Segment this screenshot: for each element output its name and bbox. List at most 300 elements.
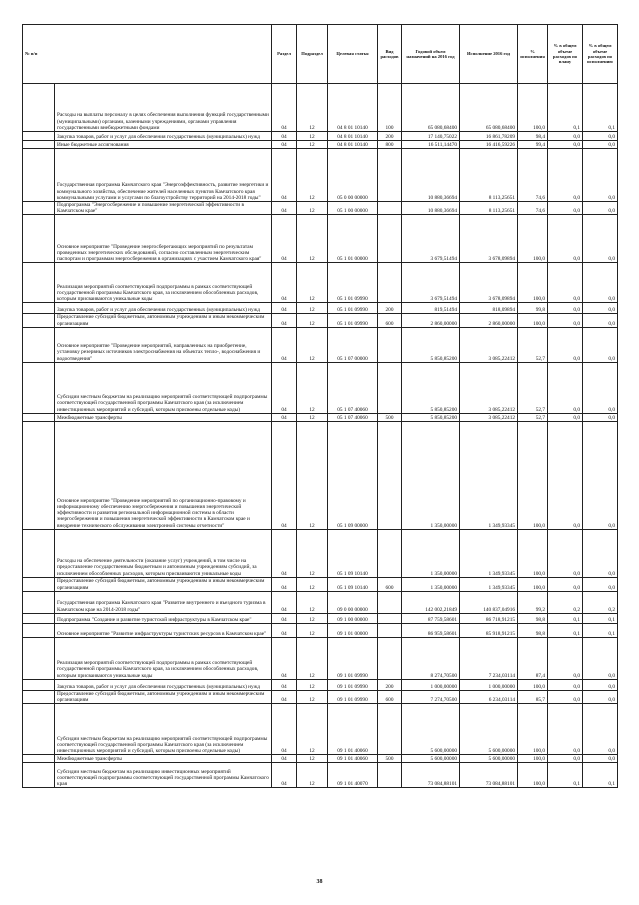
cell-name: Закупка товаров, работ и услуг для обеспечения государственных (муниципальных) нужд [55, 679, 272, 690]
table-row [23, 591, 618, 613]
header-num: № п/п [23, 25, 272, 84]
cell-share-exec: 0,1 [583, 84, 618, 132]
cell-name: Закупка товаров, работ и услуг для обеспечения государственных (муниципальных) нужд [55, 132, 272, 141]
cell-num [23, 577, 55, 591]
cell-executed: 16 861,78209 [460, 132, 518, 141]
cell-target: 05 1 09 00000 [328, 421, 378, 529]
cell-name: Подпрограмма "Создание и развитие туристской инфраструктуры в Камчатском крае" [55, 613, 272, 623]
cell-share-exec: 0,0 [583, 314, 618, 327]
table-row [23, 623, 618, 637]
cell-vid: 600 [378, 577, 402, 591]
cell-share-exec: 0,1 [583, 613, 618, 623]
cell-executed: 3 085,22412 [460, 413, 518, 421]
cell-target: 05 1 07 00000 [328, 327, 378, 362]
cell-percent: 52,7 [518, 413, 548, 421]
cell-podrazdel: 12 [297, 215, 328, 263]
cell-share-exec: 0,0 [583, 529, 618, 577]
cell-razdel: 04 [272, 362, 297, 413]
cell-executed: 16 416,59226 [460, 141, 518, 149]
cell-share-exec: 0,0 [583, 215, 618, 263]
cell-annual: 2 860,00000 [402, 314, 460, 327]
cell-share-plan: 0,0 [548, 202, 583, 215]
cell-vid [378, 623, 402, 637]
table-row [23, 141, 618, 149]
header-razdel: Раздел [272, 25, 297, 84]
cell-executed: 3 085,22412 [460, 362, 518, 413]
cell-annual: 10 880,36694 [402, 149, 460, 202]
cell-percent: 52,7 [518, 362, 548, 413]
cell-share-exec: 0,0 [583, 637, 618, 679]
cell-podrazdel: 12 [297, 263, 328, 303]
cell-vid [378, 421, 402, 529]
cell-podrazdel: 12 [297, 303, 328, 314]
cell-annual: 5 850,85200 [402, 327, 460, 362]
cell-annual: 1 000,00000 [402, 679, 460, 690]
table-row [23, 362, 618, 413]
cell-podrazdel: 12 [297, 141, 328, 149]
cell-annual: 5 850,85200 [402, 362, 460, 413]
cell-razdel: 04 [272, 679, 297, 690]
cell-vid [378, 149, 402, 202]
cell-podrazdel: 12 [297, 421, 328, 529]
cell-share-exec: 0,0 [583, 149, 618, 202]
table-row [23, 303, 618, 314]
cell-name: Субсидии местным бюджетам на реализацию мероприятий соответствующей подпрограммы соответствующей государственной программы Камчатского края (за исключением инвестиционных мероприятий и субсидий, которым присвоены отдельные коды) [55, 704, 272, 755]
cell-percent: 100,0 [518, 314, 548, 327]
cell-podrazdel: 12 [297, 763, 328, 788]
cell-name: Реализация мероприятий соответствующей подпрограммы в рамках соответствующей государственной программы Камчатского края, за исключением обособленных расходов, которым присваиваются уникальные коды [55, 637, 272, 679]
cell-target: 05 1 07 40060 [328, 362, 378, 413]
header-executed: Исполнение 2016 год [460, 25, 518, 84]
cell-vid [378, 763, 402, 788]
cell-share-exec: 0,0 [583, 132, 618, 141]
cell-share-plan: 0,1 [548, 84, 583, 132]
cell-annual: 65 080,68400 [402, 84, 460, 132]
cell-share-exec: 0,0 [583, 690, 618, 703]
cell-share-plan: 0,0 [548, 421, 583, 529]
cell-share-exec: 0,0 [583, 327, 618, 362]
cell-share-plan: 0,0 [548, 327, 583, 362]
cell-executed: 818,09894 [460, 303, 518, 314]
cell-vid: 200 [378, 679, 402, 690]
cell-annual: 1 350,00000 [402, 577, 460, 591]
cell-target: 05 1 01 09990 [328, 303, 378, 314]
cell-num [23, 303, 55, 314]
cell-share-plan: 0,0 [548, 679, 583, 690]
cell-razdel: 04 [272, 84, 297, 132]
cell-share-plan: 0,0 [548, 314, 583, 327]
cell-name: Реализация мероприятий соответствующей подпрограммы в рамках соответствующей государственной программы Камчатского края, за исключением обособленных расходов, которым присваиваются уникальные коды [55, 263, 272, 303]
cell-name: Закупка товаров, работ и услуг для обеспечения государственных (муниципальных) нужд [55, 303, 272, 314]
cell-vid: 600 [378, 690, 402, 703]
cell-razdel: 04 [272, 215, 297, 263]
cell-share-plan: 0,0 [548, 362, 583, 413]
cell-share-exec: 0,0 [583, 413, 618, 421]
cell-percent: 100,0 [518, 763, 548, 788]
cell-target: 05 1 01 09990 [328, 314, 378, 327]
cell-name: Предоставление субсидий бюджетным, автономным учреждениям и иным некоммерческим организациям [55, 314, 272, 327]
cell-num [23, 314, 55, 327]
cell-razdel: 04 [272, 613, 297, 623]
cell-razdel: 04 [272, 263, 297, 303]
cell-executed: 3 678,09894 [460, 215, 518, 263]
table-row [23, 690, 618, 703]
cell-share-plan: 0,0 [548, 263, 583, 303]
cell-executed: 3 085,22412 [460, 327, 518, 362]
cell-target: 05 0 00 00000 [328, 149, 378, 202]
table-row [23, 529, 618, 577]
table-row [23, 215, 618, 263]
cell-annual: 86 959,58601 [402, 623, 460, 637]
table-row [23, 132, 618, 141]
header-share-exec: % в общем объеме расходов по исполнению [583, 25, 618, 84]
cell-percent: 98,4 [518, 132, 548, 141]
cell-executed: 1 349,93345 [460, 529, 518, 577]
cell-vid [378, 591, 402, 613]
cell-percent: 85,7 [518, 690, 548, 703]
cell-razdel: 04 [272, 591, 297, 613]
cell-share-plan: 0,1 [548, 613, 583, 623]
cell-podrazdel: 12 [297, 755, 328, 763]
cell-razdel: 04 [272, 637, 297, 679]
cell-target: 09 1 01 40070 [328, 763, 378, 788]
cell-executed: 6 234,03114 [460, 690, 518, 703]
table-row [23, 763, 618, 788]
cell-percent: 100,0 [518, 577, 548, 591]
cell-executed: 2 860,00000 [460, 314, 518, 327]
cell-num [23, 679, 55, 690]
cell-executed: 73 084,88101 [460, 763, 518, 788]
cell-annual: 5 850,85200 [402, 413, 460, 421]
cell-share-exec: 0,0 [583, 577, 618, 591]
cell-razdel: 04 [272, 314, 297, 327]
cell-name: Государственная программа Камчатского края "Энергоэффективность, развитие энергетики и коммунального хозяйства, обеспечение жителей населенных пунктов Камчатского края коммунальными услугами и услугами по благоустройству территорий на 2014-2018 годы" [55, 149, 272, 202]
cell-name: Предоставление субсидий бюджетным, автономным учреждениям и иным некоммерческим организациям [55, 690, 272, 703]
cell-annual: 17 140,75022 [402, 132, 460, 141]
cell-share-exec: 0,1 [583, 763, 618, 788]
cell-share-exec: 0,1 [583, 623, 618, 637]
cell-name: Основное мероприятие "Проведение мероприятий по организационно-правовому и информационному обеспечению энергосбережения и повышения энергетической эффективности и развития региональной информационной системы в области энергосбережения и повышения энергетической эффективности в Камчатском крае и внедрение технического обслуживания электронной системы отчетности" [55, 421, 272, 529]
cell-razdel: 04 [272, 690, 297, 703]
cell-num [23, 591, 55, 613]
cell-annual: 5 600,00000 [402, 704, 460, 755]
cell-target: 04 8 01 10140 [328, 141, 378, 149]
cell-target: 09 1 01 00000 [328, 623, 378, 637]
cell-target: 09 1 01 09990 [328, 690, 378, 703]
table-row [23, 613, 618, 623]
header-podrazdel: Подраздел [297, 25, 328, 84]
cell-executed: 1 349,93345 [460, 577, 518, 591]
cell-podrazdel: 12 [297, 679, 328, 690]
cell-share-exec: 0,0 [583, 263, 618, 303]
cell-share-plan: 0,1 [548, 623, 583, 637]
cell-target: 09 0 00 00000 [328, 591, 378, 613]
cell-name: Подпрограмма "Энергосбережение и повышение энергетической эффективности в Камчатском крае" [55, 202, 272, 215]
cell-annual: 3 679,51494 [402, 263, 460, 303]
table-row [23, 421, 618, 529]
cell-num [23, 149, 55, 202]
cell-percent: 100,0 [518, 704, 548, 755]
table-header-row [23, 25, 618, 84]
cell-percent: 100,0 [518, 679, 548, 690]
cell-podrazdel: 12 [297, 690, 328, 703]
cell-podrazdel: 12 [297, 413, 328, 421]
table-row [23, 327, 618, 362]
cell-share-plan: 0,0 [548, 413, 583, 421]
cell-razdel: 04 [272, 704, 297, 755]
cell-share-exec: 0,0 [583, 755, 618, 763]
cell-percent: 100,0 [518, 263, 548, 303]
cell-percent: 98,8 [518, 613, 548, 623]
cell-share-exec: 0,0 [583, 303, 618, 314]
cell-share-exec: 0,0 [583, 202, 618, 215]
cell-annual: 5 600,00000 [402, 755, 460, 763]
cell-target: 09 1 00 00000 [328, 613, 378, 623]
cell-podrazdel: 12 [297, 202, 328, 215]
cell-percent: 52,7 [518, 327, 548, 362]
cell-share-exec: 0,0 [583, 141, 618, 149]
cell-share-exec: 0,2 [583, 591, 618, 613]
cell-share-exec: 0,0 [583, 421, 618, 529]
cell-razdel: 04 [272, 421, 297, 529]
cell-razdel: 04 [272, 141, 297, 149]
cell-percent: 74,6 [518, 149, 548, 202]
cell-percent: 98,8 [518, 623, 548, 637]
cell-name: Основное мероприятие "Развитие инфраструктуры туристских ресурсов в Камчатском крае" [55, 623, 272, 637]
cell-num [23, 362, 55, 413]
cell-vid [378, 202, 402, 215]
cell-share-plan: 0,0 [548, 529, 583, 577]
cell-podrazdel: 12 [297, 704, 328, 755]
cell-razdel: 04 [272, 623, 297, 637]
cell-executed: 86 718,91215 [460, 613, 518, 623]
cell-executed: 1 349,93345 [460, 421, 518, 529]
cell-podrazdel: 12 [297, 529, 328, 577]
cell-podrazdel: 12 [297, 149, 328, 202]
cell-executed: 8 113,25651 [460, 149, 518, 202]
cell-executed: 85 918,91215 [460, 623, 518, 637]
header-annual: Годовой объем назначений на 2016 год [402, 25, 460, 84]
cell-name: Расходы на обеспечение деятельности (оказание услуг) учреждений, в том числе на предоставление государственным бюджетным и автономным учреждениям субсидий, за исключением обособленных расходов, которым присваиваются уникальные коды [55, 529, 272, 577]
cell-vid [378, 613, 402, 623]
cell-razdel: 04 [272, 755, 297, 763]
cell-razdel: 04 [272, 763, 297, 788]
cell-razdel: 04 [272, 529, 297, 577]
table-body [23, 84, 618, 788]
table-row [23, 637, 618, 679]
cell-percent: 100,0 [518, 421, 548, 529]
cell-executed: 140 837,04916 [460, 591, 518, 613]
cell-num [23, 637, 55, 679]
cell-razdel: 04 [272, 303, 297, 314]
cell-target: 09 1 01 40060 [328, 755, 378, 763]
cell-vid: 200 [378, 303, 402, 314]
cell-share-exec: 0,0 [583, 362, 618, 413]
cell-vid: 600 [378, 314, 402, 327]
cell-num [23, 132, 55, 141]
table-row [23, 413, 618, 421]
table-row [23, 577, 618, 591]
cell-name: Межбюджетные трансферты [55, 755, 272, 763]
cell-share-plan: 0,0 [548, 755, 583, 763]
cell-podrazdel: 12 [297, 591, 328, 613]
cell-percent: 100,0 [518, 755, 548, 763]
cell-target: 05 1 07 40060 [328, 413, 378, 421]
cell-podrazdel: 12 [297, 362, 328, 413]
cell-vid [378, 263, 402, 303]
cell-percent: 99,2 [518, 591, 548, 613]
cell-share-plan: 0,0 [548, 690, 583, 703]
cell-executed: 65 080,68400 [460, 84, 518, 132]
cell-vid: 100 [378, 84, 402, 132]
cell-share-plan: 0,0 [548, 577, 583, 591]
cell-razdel: 04 [272, 413, 297, 421]
cell-target: 04 8 01 10140 [328, 84, 378, 132]
cell-target: 09 1 01 40060 [328, 704, 378, 755]
table-row [23, 679, 618, 690]
page-number: 38 [316, 879, 323, 885]
cell-percent: 99,8 [518, 303, 548, 314]
cell-num [23, 704, 55, 755]
cell-vid [378, 362, 402, 413]
cell-razdel: 04 [272, 327, 297, 362]
cell-vid [378, 637, 402, 679]
cell-target: 05 1 00 00000 [328, 202, 378, 215]
cell-razdel: 04 [272, 577, 297, 591]
cell-share-plan: 0,0 [548, 704, 583, 755]
cell-num [23, 613, 55, 623]
cell-vid [378, 704, 402, 755]
cell-percent: 100,0 [518, 529, 548, 577]
cell-num [23, 413, 55, 421]
cell-num [23, 763, 55, 788]
cell-share-exec: 0,0 [583, 704, 618, 755]
cell-target: 05 1 01 00000 [328, 215, 378, 263]
cell-percent: 74,6 [518, 202, 548, 215]
cell-num [23, 141, 55, 149]
header-share-plan: % в общем объеме расходов по плану [548, 25, 583, 84]
cell-num [23, 690, 55, 703]
cell-name: Государственная программа Камчатского края "Развитие внутреннего и въездного туризма в Камчатском крае на 2014-2018 годы" [55, 591, 272, 613]
table-row [23, 84, 618, 132]
table-row [23, 263, 618, 303]
cell-name: Предоставление субсидий бюджетным, автономным учреждениям и иным некоммерческим организациям [55, 577, 272, 591]
cell-annual: 8 274,70500 [402, 637, 460, 679]
cell-executed: 1 000,00000 [460, 679, 518, 690]
cell-razdel: 04 [272, 202, 297, 215]
cell-percent: 99,4 [518, 141, 548, 149]
cell-share-plan: 0,1 [548, 763, 583, 788]
table-row [23, 202, 618, 215]
cell-podrazdel: 12 [297, 623, 328, 637]
cell-target: 09 1 01 09990 [328, 637, 378, 679]
cell-vid [378, 215, 402, 263]
cell-annual: 3 679,51494 [402, 215, 460, 263]
cell-num [23, 263, 55, 303]
budget-table [22, 24, 618, 788]
cell-num [23, 623, 55, 637]
cell-podrazdel: 12 [297, 327, 328, 362]
cell-podrazdel: 12 [297, 314, 328, 327]
cell-annual: 1 350,00000 [402, 421, 460, 529]
cell-percent: 100,0 [518, 84, 548, 132]
cell-annual: 16 511,14470 [402, 141, 460, 149]
cell-podrazdel: 12 [297, 84, 328, 132]
cell-razdel: 04 [272, 132, 297, 141]
cell-name: Основное мероприятие "Проведение мероприятий, направленных на приобретение, установку резервных источников электроснабжения на объектах тепло-, водоснабжения и водоотведения" [55, 327, 272, 362]
table-row [23, 314, 618, 327]
cell-name: Иные бюджетные ассигнования [55, 141, 272, 149]
cell-executed: 7 234,03114 [460, 637, 518, 679]
cell-share-plan: 0,0 [548, 637, 583, 679]
cell-annual: 1 350,00000 [402, 529, 460, 577]
cell-podrazdel: 12 [297, 132, 328, 141]
header-percent: % исполнения [518, 25, 548, 84]
header-target: Целевая статья [328, 25, 378, 84]
cell-share-exec: 0,0 [583, 679, 618, 690]
cell-share-plan: 0,0 [548, 215, 583, 263]
cell-name: Субсидии местным бюджетам на реализацию инвестиционных мероприятий соответствующей подпрограммы соответствующей государственной программы Камчатского края [55, 763, 272, 788]
cell-num [23, 327, 55, 362]
cell-num [23, 215, 55, 263]
table-row [23, 704, 618, 755]
cell-name: Основное мероприятие "Проведение энергосберегающих мероприятий по результатам проведенных энергетических обследований, согласно составленным энергетическим паспортам и программам энергосбережения в организациях с участием Камчатского края" [55, 215, 272, 263]
cell-annual: 73 084,88101 [402, 763, 460, 788]
cell-podrazdel: 12 [297, 637, 328, 679]
cell-executed: 5 600,00000 [460, 755, 518, 763]
cell-share-plan: 0,0 [548, 141, 583, 149]
cell-share-plan: 0,0 [548, 132, 583, 141]
cell-target: 05 1 09 10140 [328, 529, 378, 577]
cell-executed: 5 600,00000 [460, 704, 518, 755]
cell-percent: 100,0 [518, 215, 548, 263]
cell-name: Субсидии местным бюджетам на реализацию мероприятий соответствующей подпрограммы соответствующей государственной программы Камчатского края (за исключением инвестиционных мероприятий и субсидий, которым присвоены отдельные коды) [55, 362, 272, 413]
cell-vid: 800 [378, 141, 402, 149]
cell-num [23, 529, 55, 577]
cell-vid: 200 [378, 132, 402, 141]
cell-razdel: 04 [272, 149, 297, 202]
cell-annual: 7 274,70500 [402, 690, 460, 703]
cell-annual: 87 759,58601 [402, 613, 460, 623]
cell-annual: 819,51494 [402, 303, 460, 314]
cell-vid: 500 [378, 755, 402, 763]
cell-target: 05 1 01 09990 [328, 263, 378, 303]
cell-vid [378, 327, 402, 362]
cell-name: Межбюджетные трансферты [55, 413, 272, 421]
cell-target: 09 1 01 09990 [328, 679, 378, 690]
cell-share-plan: 0,2 [548, 591, 583, 613]
cell-podrazdel: 12 [297, 577, 328, 591]
cell-num [23, 421, 55, 529]
cell-podrazdel: 12 [297, 613, 328, 623]
cell-annual: 10 880,36694 [402, 202, 460, 215]
cell-annual: 142 002,21849 [402, 591, 460, 613]
cell-percent: 87,4 [518, 637, 548, 679]
table-row [23, 149, 618, 202]
cell-executed: 8 113,25651 [460, 202, 518, 215]
cell-num [23, 84, 55, 132]
cell-vid [378, 529, 402, 577]
cell-target: 05 1 09 10140 [328, 577, 378, 591]
cell-num [23, 755, 55, 763]
cell-target: 04 8 01 10140 [328, 132, 378, 141]
header-vid: Вид расходов [378, 25, 402, 84]
cell-share-plan: 0,0 [548, 149, 583, 202]
cell-vid: 500 [378, 413, 402, 421]
table-row [23, 755, 618, 763]
cell-name: Расходы на выплаты персоналу в целях обеспечения выполнения функций государственными (муниципальными) органами, казенными учреждениями, органами управления государственными внебюджетными фондами [55, 84, 272, 132]
cell-num [23, 202, 55, 215]
